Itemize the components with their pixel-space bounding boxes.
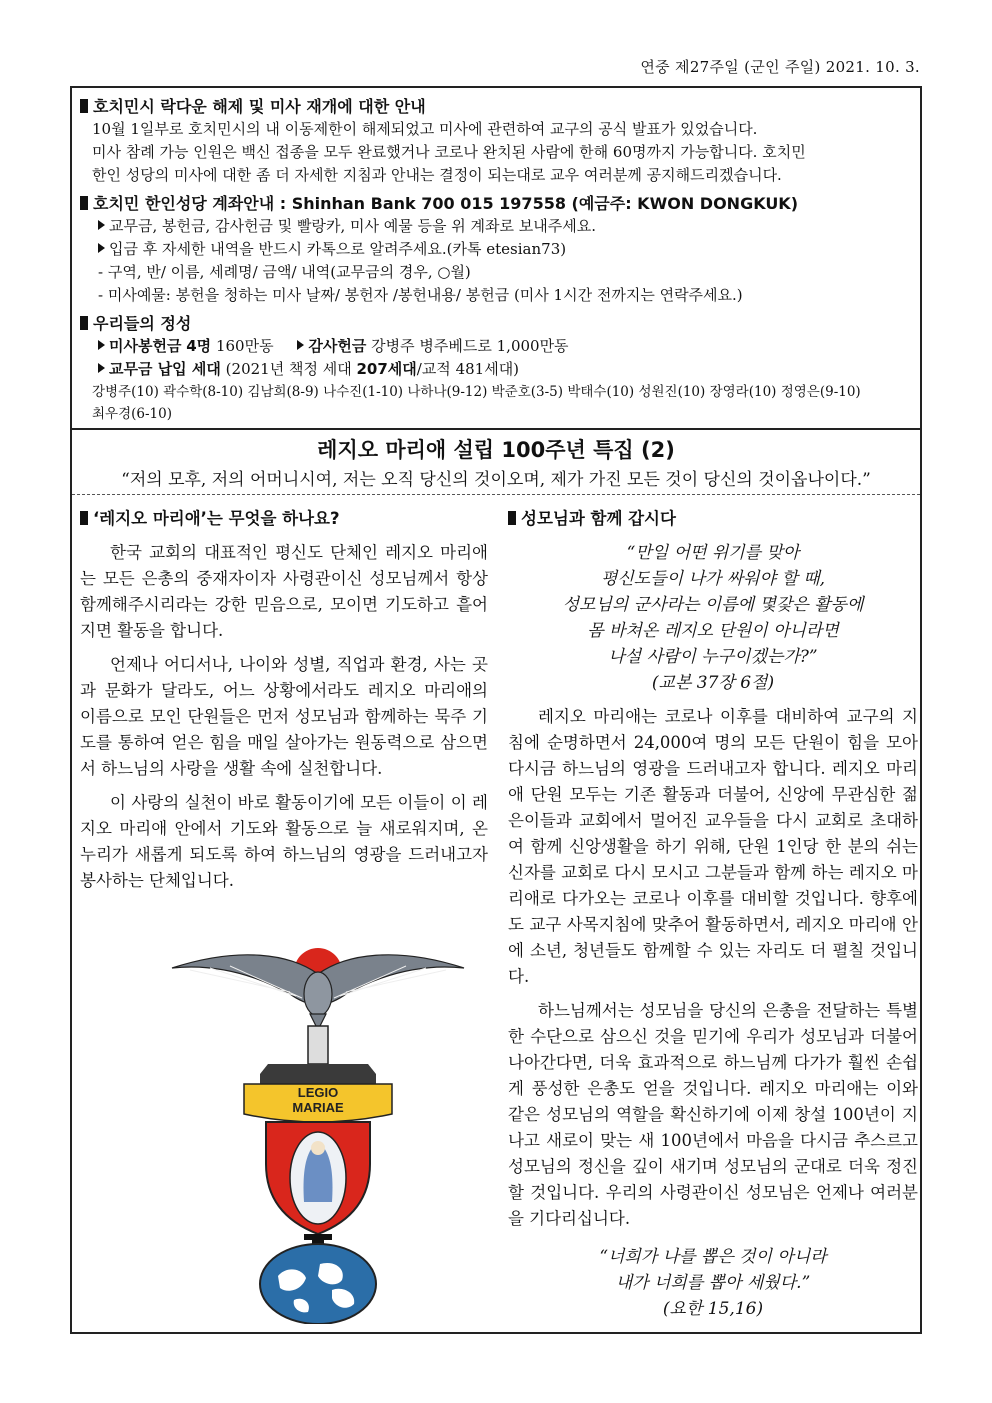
emblem-text: MARIAE [292,1100,344,1115]
arrow-bullet-icon [98,220,105,230]
right-section-title: 성모님과 함께 갑시다 [508,508,918,530]
special-feature-header [72,430,920,495]
left-paragraph: 한국 교회의 대표적인 평신도 단체인 레지오 마리애는 모든 은총의 중재자이자 사령관이신 성모님께서 항상 함께해주시리라는 강한 믿음으로, 모이면 기도하고 흩어지면 활동을 합니다. [80,543,488,640]
tithe-line: 교무금 납입 세대 (2021년 책정 세대 207세대/교적 481세대) [80,358,912,381]
handbook-quote: “만일 어떤 위기를 맞아 평신도들이 나가 싸워야 할 때, 성모님의 군사라는 이름에 몇갗은 활동에 몸 바쳐온 레지오 단원이 아니라면 나설 사람이 누구이겠는가?” (교본 37장 6절) [562,543,864,693]
right-paragraph: 하느님께서는 성모님을 당신의 은총을 전달하는 특별한 수단으로 삼으신 것을 믿기에 우리가 성모님과 더불어 나아간다면, 더욱 효과적으로 하느님께 다가가 훨씬 손쉽게 풍성한 은총도 얻을 것입니다. 레지오 마리애는 이와 같은 성모님의 역할을 확신하기에 이제 창설 100년이 지나고 새로이 맞는 새 100년에서 마음을 다시금 추스르고 성모님의 정신을 깊이 새기며 성모님의 군대로 더욱 정진할 것입니다. 우리의 사령관이신 성모님은 언제나 여러분을 기다리십니다. [508,1001,918,1228]
left-column [80,508,488,902]
tithe-names: 최우경(6-10) [92,406,172,422]
left-paragraph: 이 사랑의 실천이 바로 활동이기에 모든 이들이 이 레지오 마리애 안에서 기도와 활동으로 늘 새로워지며, 온 누리가 새롭게 되도록 하여 하느님의 영광을 드러내고자 봉사하는 단체입니다. [80,793,488,890]
notice-lockdown-title: 호치민시 락다운 해제 및 미사 재개에 대한 안내 [80,96,912,118]
emblem-text: LEGIO [297,1085,339,1100]
arrow-bullet-icon [98,340,105,350]
notice-lockdown-line: 10월 1일부로 호치민시의 내 이동제한이 해제되었고 미사에 관련하여 교구의 공식 발표가 있었습니다. [92,120,758,138]
account-bullet: 교무금, 봉헌금, 감사헌금 및 빨랑카, 미사 예물 등을 위 계좌로 보내주세요. [80,215,912,238]
right-paragraph: 레지오 마리애는 코로나 이후를 대비하여 교구의 지침에 순명하면서 24,000여 명의 모든 단원이 힘을 모아 다시금 하느님의 영광을 드러내고자 합니다. 레지오 마리애 단원 모두는 기존 활동과 더불어, 신앙에 무관심한 젊은이들과 교회에서 멀어진 교우들을 다시 교회로 초대하여 함께 신앙생활을 하기 위해, 단원 1인당 한 분의 쉬는 신자를 교회로 다시 모시고 그분들과 함께 하는 레지오 마리애로 다가오는 코로나 이후를 대비할 것입니다. 향후에도 교구 사목지침에 맞추어 활동하면서, 레지오 마리애 안에 소년, 청년들도 함께할 수 있는 자리도 더 펼칠 것입니다. [508,707,918,986]
account-bullet: 입금 후 자세한 내역을 반드시 카톡으로 알려주세요.(카톡 etesian73) [80,238,912,261]
square-bullet-icon [508,511,516,525]
account-dash-item: - 미사예물: 봉헌을 청하는 미사 날짜/ 봉헌자 /봉헌내용/ 봉헌금 (미사 1시간 전까지는 연락주세요.) [98,286,743,304]
tithe-names: 강병주(10) 곽수학(8-10) 김남희(8-9) 나수진(1-10) 나하나(9-12) 박준호(3-5) 박태수(10) 성원진(10) 장영라(10) 정영은(9-10) [92,384,861,400]
notice-section [72,88,920,430]
arrow-bullet-icon [98,363,105,373]
square-bullet-icon [80,316,88,330]
notice-lockdown-line: 한인 성당의 미사에 대한 좀 더 자세한 지침과 안내는 결정이 되는대로 교우 여러분께 공지해드리겠습니다. [92,166,782,184]
bulletin-frame [70,86,922,1334]
left-paragraph: 언제나 어디서나, 나이와 성별, 직업과 환경, 사는 곳과 문화가 달라도, 어느 상황에서라도 레지오 마리애의 이름으로 모인 단원들은 먼저 성모님과 함께하는 묵주 기도를 통하여 얻은 힘을 매일 살아가는 원동력으로 삼으면서 하느님의 사랑을 생활 속에 실천합니다. [80,655,488,778]
globe-icon [260,1244,376,1324]
special-title: 레지오 마리애 설립 100주년 특집 (2) [317,438,675,462]
account-dash-item: - 구역, 반/ 이름, 세례명/ 금액/ 내역(교무금의 경우, ○월) [98,263,471,281]
offering-line: 미사봉헌금 4명 160만동 감사헌금 강병주 병주베드로 1,000만동 [80,335,912,358]
notice-offering-title: 우리들의 정성 [80,313,912,335]
arrow-bullet-icon [297,340,304,350]
square-bullet-icon [80,99,88,113]
square-bullet-icon [80,511,88,525]
square-bullet-icon [80,196,88,210]
notice-lockdown-line: 미사 참례 가능 인원은 백신 접종을 모두 완료했거나 코로나 완치된 사람에 한해 60명까지 가능합니다. 호치민 [92,143,806,161]
closing-quote: “너희가 나를 뽑은 것이 아니라 내가 너희를 뽑아 세웠다.” (요한 15,16) [599,1247,827,1319]
special-quote: “저의 모후, 저의 어머니시여, 저는 오직 당신의 것이오며, 제가 가진 모든 것이 당신의 것이옵나이다.” [121,470,871,490]
arrow-bullet-icon [98,243,105,253]
bulletin-date: 연중 제27주일 (군인 주일) 2021. 10. 3. [640,58,920,76]
legio-mariae-vexillum-emblem [170,934,466,1324]
crossbar [260,1064,376,1084]
right-column [508,508,918,1330]
staff-top [308,1026,328,1064]
banner-scroll [244,1084,392,1122]
left-section-title: ‘레지오 마리애’는 무엇을 하나요? [80,508,488,530]
notice-account-title: 호치민 한인성당 계좌안내 : Shinhan Bank 700 015 197558 (예금주: KWON DONGKUK) [80,193,912,215]
